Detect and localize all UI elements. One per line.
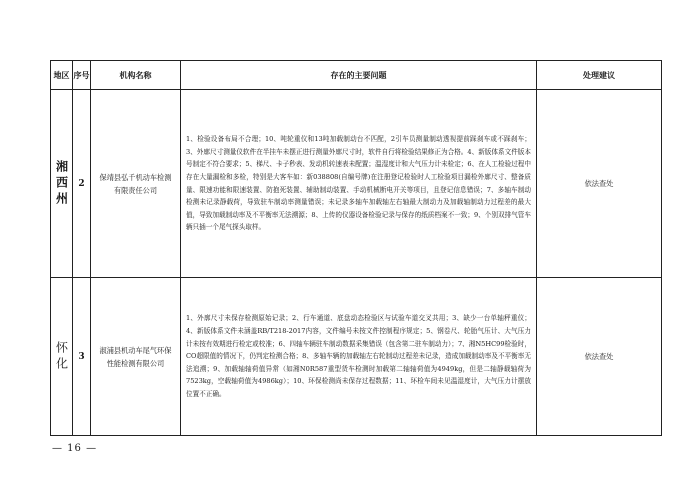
- issues-cell: 1、外廓尺寸未保存检测原始记录；2、行车通道、底盘动态检验区与试验车道交叉共用；3、缺少一台单轴秤重仪；4、新版体系文件未涵盖RB/T218-2017内容，文件编号未按文件控制程序规定；5、钢卷尺、轮胎气压计、大气压力计未按有效期进行检定或校准；6、四轴车辆驻车制动数据采集错误（包含第二驻车制动力）；7、湘N5HC99检验时，CO超限值的情况下，仍判定检测合格；8、多轴车辆的加载轴左右轮制动过程差未记录，造成加载制动率及不平衡率无法追溯；9、加载轴轴荷值异常（如湘N0R587重型货车检测时加载第二轴轴荷值为4949kg，但是二轴静载轴荷为7523kg，空载轴荷值为4986kg）；10、环保检测尚未保存过程数据；11、环检车间未见温湿度计，大气压力计摆放位置不正确。: [181, 278, 537, 436]
- header-seq: 序号: [73, 61, 91, 90]
- seq-cell: 2: [73, 90, 91, 278]
- header-region: 地区: [51, 61, 73, 90]
- table-row: [51, 90, 662, 278]
- page-number: — 16 —: [52, 443, 98, 454]
- table-row: [51, 278, 662, 436]
- table-header-row: [51, 61, 662, 90]
- org-cell: 淑浦县机动车尾气环保性能检测有限公司: [91, 278, 181, 436]
- header-org: 机构名称: [91, 61, 181, 90]
- region-cell: [51, 90, 73, 278]
- region-text: 怀化: [54, 340, 69, 373]
- region-text: 湘西州: [54, 159, 69, 208]
- advice-cell: 依法查处: [537, 278, 662, 436]
- header-advice: 处理建议: [537, 61, 662, 90]
- seq-cell: 3: [73, 278, 91, 436]
- org-cell: 保靖县弘千机动车检测有限责任公司: [91, 90, 181, 278]
- inspection-table: [50, 60, 662, 436]
- region-cell: [51, 278, 73, 436]
- advice-cell: 依法查处: [537, 90, 662, 278]
- issues-cell: 1、检验设备布局不合理；10、吨轮重仪和13吨加载制动台不匹配，2引车员测量制动透视提前踩刹车或不踩刹车；3、外廓尺寸测量仪软件在半挂车未摆正进行测量外廓尺寸时，软件自行将检验结果修正为合格。4、新版体系文件版本号制定不符合要求；5、梯尺、卡子秒表、发动机转速表未配置；温湿度计和大气压力计未检定；6、在人工检验过程中存在大量漏检和多检，特别是大客车如：新038808(自编号牌)在注册登记检验时人工检验项目漏检外廓尺寸、整备质量、限速功能和限速装置、防抱死装置、辅助制动装置、手动机械断电开关等项目，且登记信息错误；7、多轴车制动检测未记录静载荷，导致驻车制动率测量错误；未记录多轴车加载轴左右轴最大制动力及加载轴制动力过程差的最大值，导致加载制动率及不平衡率无法溯源；8、上传的仪器设备检验记录与保存的纸质档案不一致；9、个别双排气管车辆只插一个尾气探头取样。: [181, 90, 537, 278]
- header-issues: 存在的主要问题: [181, 61, 537, 90]
